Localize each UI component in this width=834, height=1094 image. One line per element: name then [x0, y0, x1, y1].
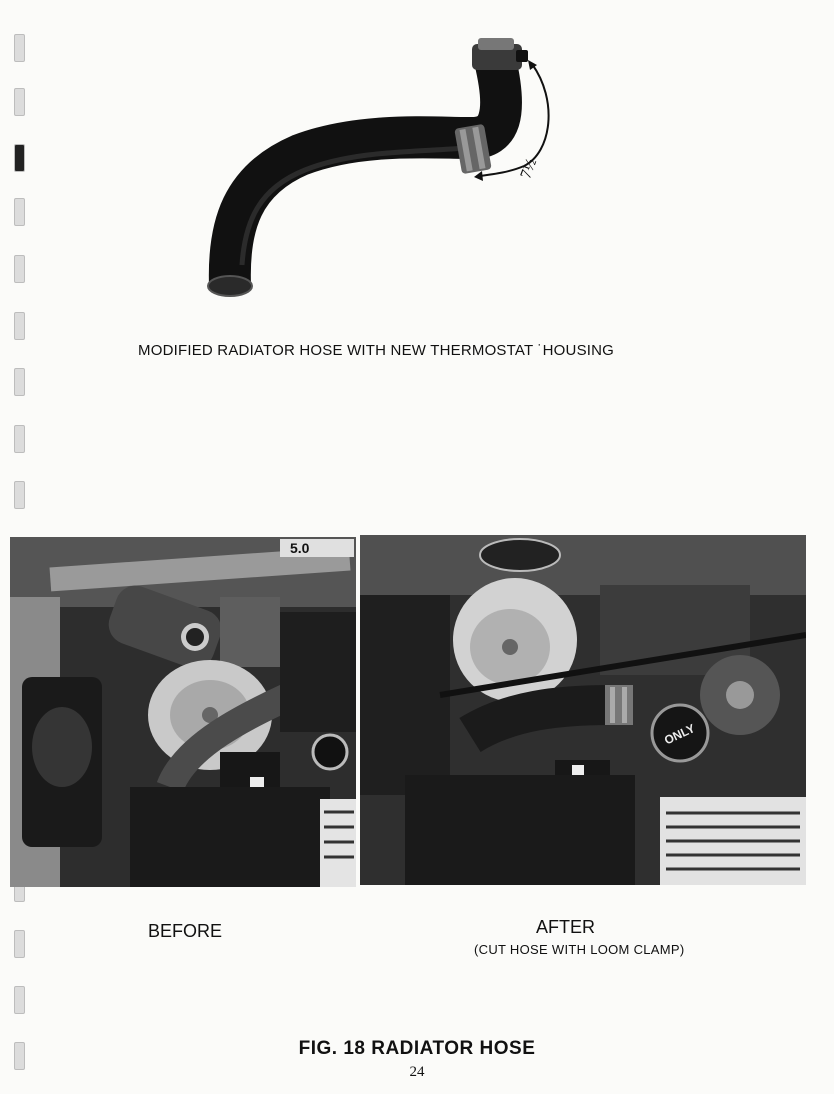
page-number: 24 [409, 1064, 425, 1080]
after-engine-photo [360, 535, 806, 885]
after-subcaption: (CUT HOSE WITH LOOM CLAMP) [474, 942, 685, 957]
binder-hole [14, 144, 25, 172]
hose-length-annotation: 7½ [517, 156, 541, 182]
binder-hole [14, 34, 25, 62]
binder-hole [14, 986, 25, 1014]
binder-hole [14, 88, 25, 116]
radiator-hose-photo [190, 30, 570, 310]
binder-hole [14, 425, 25, 453]
before-caption: BEFORE [148, 921, 223, 941]
before-engine-photo [10, 537, 356, 887]
binder-hole [14, 255, 25, 283]
binder-hole [14, 368, 25, 396]
after-caption: AFTER [536, 917, 596, 937]
binder-hole [14, 930, 25, 958]
engine-badge: 5.0 [290, 540, 310, 556]
binder-hole [14, 312, 25, 340]
hose-photo-caption: MODIFIED RADIATOR HOSE WITH NEW THERMOSTAT ˙HOUSING [138, 342, 615, 359]
binder-hole [14, 481, 25, 509]
binder-hole [14, 198, 25, 226]
cap-label: ONLY [662, 721, 698, 748]
figure-title: FIG. 18 RADIATOR HOSE [298, 1038, 536, 1059]
